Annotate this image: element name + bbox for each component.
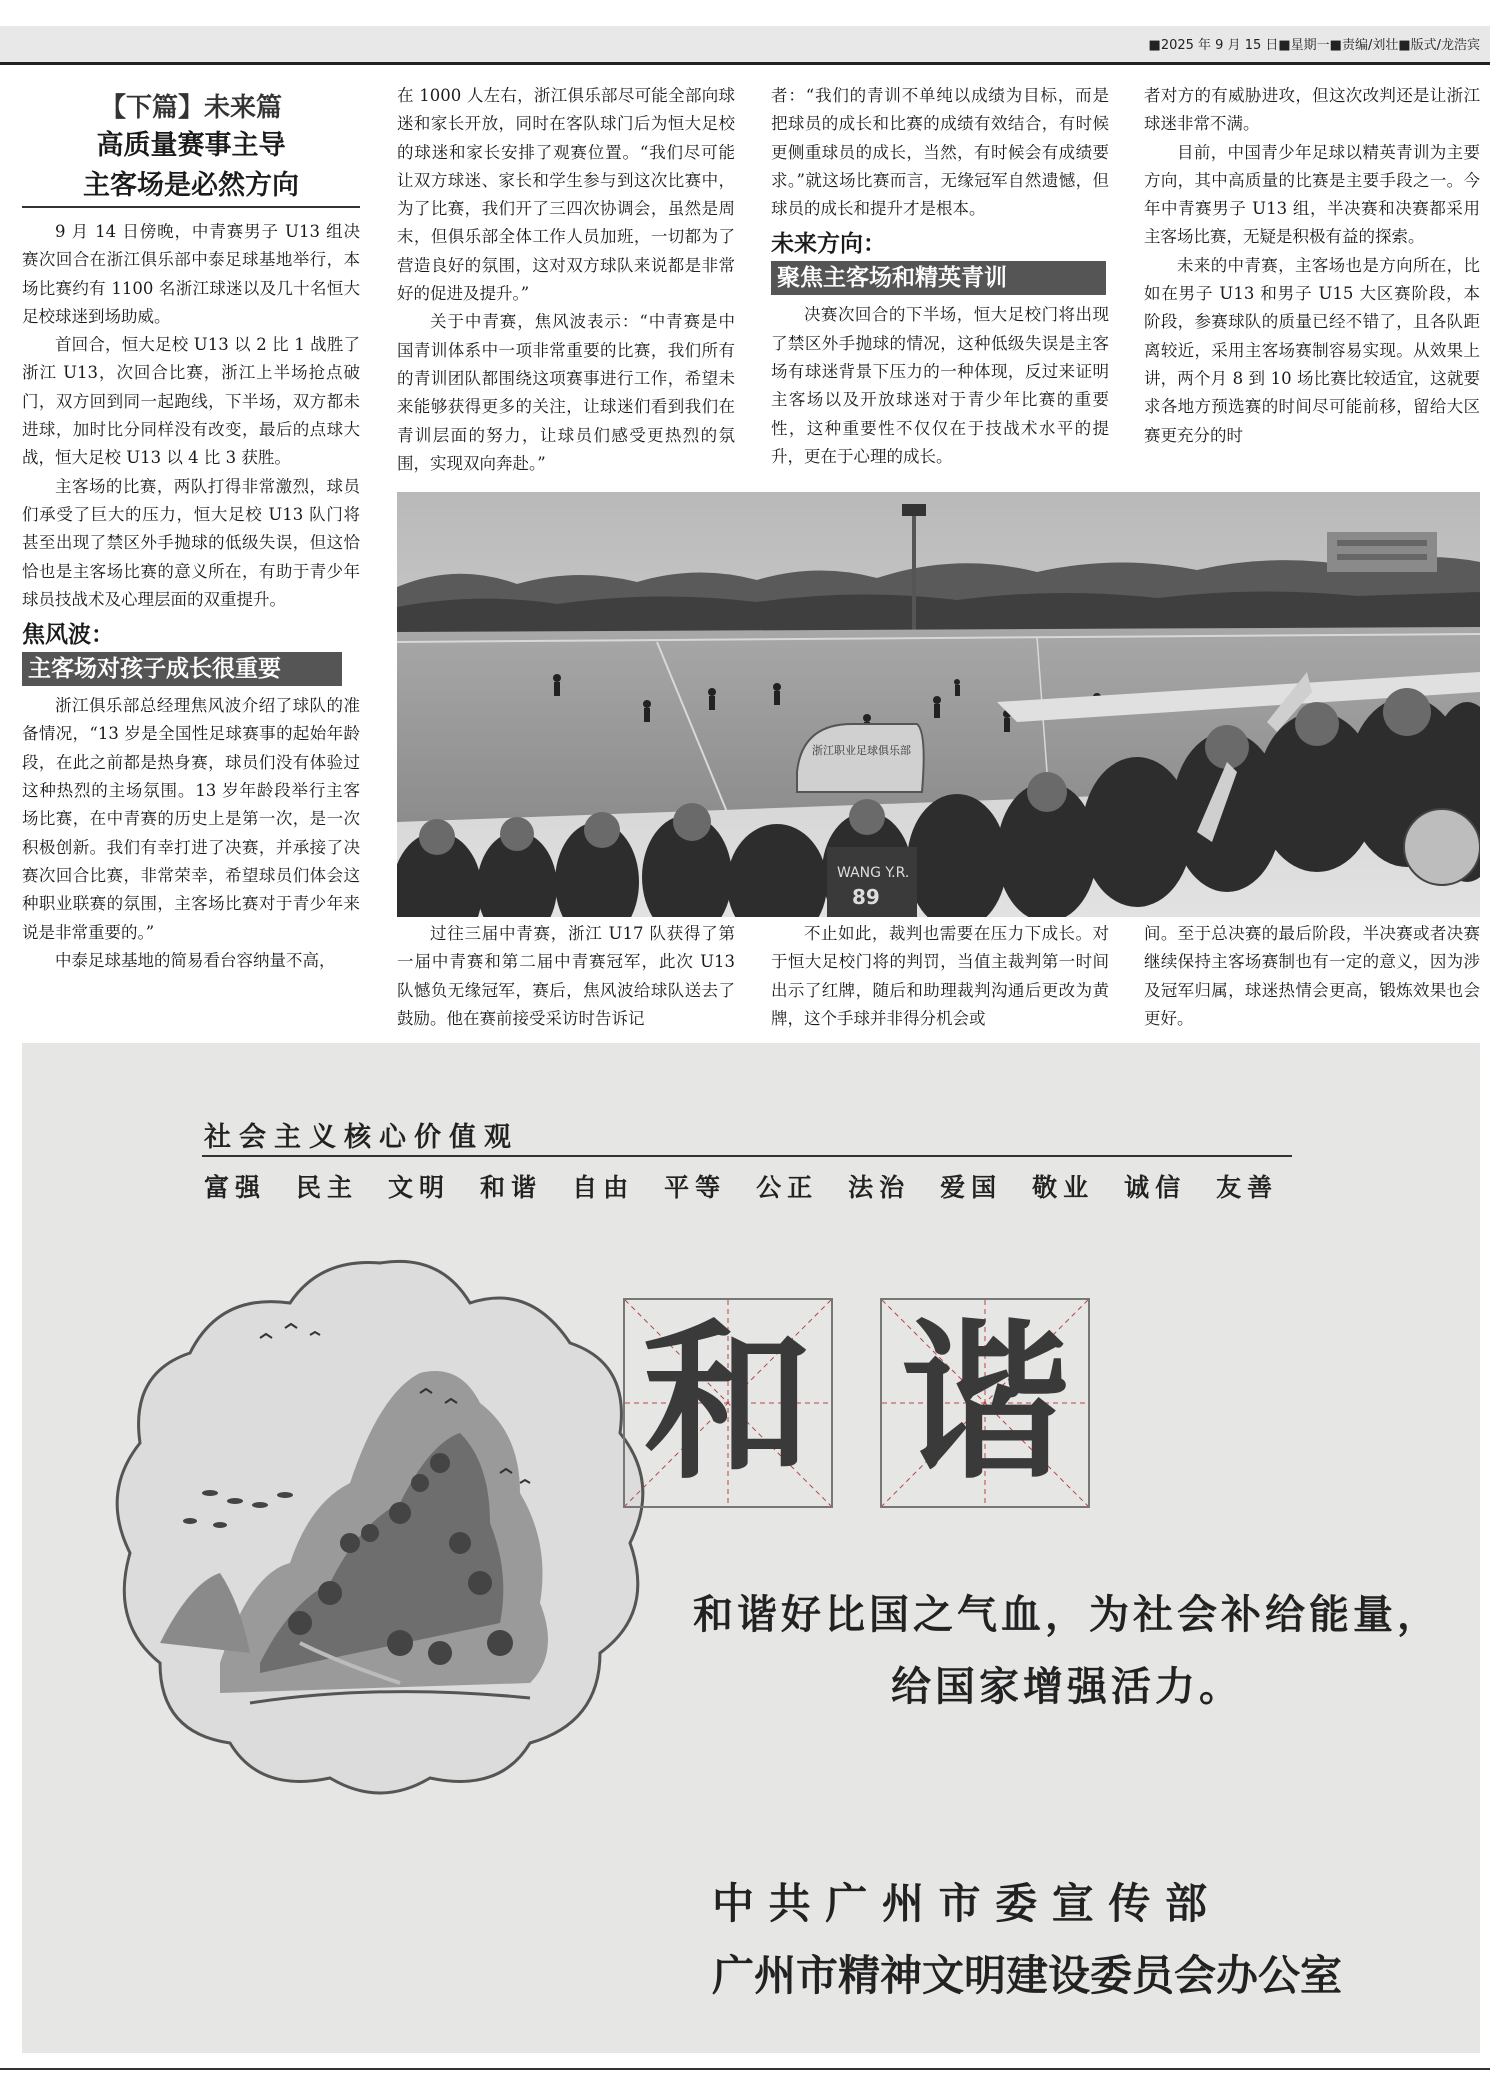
calligraphy-box-1 (623, 1298, 833, 1508)
paragraph: 过往三届中青赛，浙江 U17 队获得了第一届中青赛和第二届中青赛冠军，此次 U13 队憾负无缘冠军，赛后，焦风波给球队送去了鼓励。他在赛前接受采访时告诉记 (397, 924, 735, 1028)
value-item: 富强 (204, 1173, 267, 1202)
jersey-number-text: 89 (852, 885, 880, 909)
paragraph: 间。至于总决赛的最后阶段，半决赛或者决赛继续保持主客场赛制也有一定的意义，因为涉及冠军归属，球迷热情会更高，锻炼效果也会更好。 (1144, 924, 1480, 1028)
subheading-speaker: 焦风波： (22, 622, 114, 649)
match-photo (397, 492, 1480, 917)
article-column-1 (22, 90, 360, 975)
paragraph: 浙江俱乐部总经理焦风波介绍了球队的准备情况，“13 岁是全国性足球赛事的起始年龄段，在此之前都是热身赛，球员们没有体验过这种热烈的主场氛围。13 岁年龄段举行主客场比赛，在中青赛的历史上是第一次，是一次积极创新。我们有幸打进了决赛，并承接了决赛次回合比赛，非常荣幸，希望球员们体会这种职业联赛的氛围，主客场比赛对于青少年来说是非常重要的。” (22, 696, 360, 942)
sponsor-line-1: 中 共 广 州 市 委 宣 传 部 (712, 1879, 1207, 1928)
article-column-3-top (771, 82, 1109, 471)
paragraph: 目前，中国青少年足球以精英青训为主要方向，其中高质量的比赛是主要手段之一。今年中青赛男子 U13 组，半决赛和决赛都采用主客场比赛，无疑是积极有益的探索。 (1144, 142, 1480, 247)
value-item: 自由 (572, 1173, 635, 1202)
value-item: 民主 (296, 1173, 359, 1202)
paragraph: 未来的中青赛，主客场也是方向所在，比如在男子 U13 和男子 U15 大区赛阶段，本阶段，参赛球队的质量已经不错了，且各队距离较近，采用主客场赛制容易实现。从效果上讲，两个月 8 到 10 场比赛比较适宜，这就要求各地方预选赛的时间尽可能前移，留给大区赛更充分的时 (1144, 255, 1480, 445)
paragraph: 9 月 14 日傍晚，中青赛男子 U13 组决赛次回合在浙江俱乐部中泰足球基地举行，本场比赛约有 1100 名浙江球迷以及几十名恒大足校球迷到场助威。 (22, 222, 360, 326)
article-title-line-1: 高质量赛事主导 (96, 130, 286, 161)
slogan-line-1: 和谐好比国之气血，为社会补给能量， (693, 1592, 1441, 1638)
paragraph: 首回合，恒大足校 U13 以 2 比 1 战胜了浙江 U13，次回合比赛，浙江上半场抢点破门，双方回到同一起跑线，下半场，双方都未进球，加时比分同样没有改变，最后的点球大战，恒大足校 U13 以 4 比 3 获胜。 (22, 335, 360, 468)
calligraphy-char-2: 谐 (899, 1303, 1070, 1503)
value-item: 爱国 (940, 1173, 1003, 1202)
paragraph: 关于中青赛，焦风波表示：“中青赛是中国青训体系中一项非常重要的比赛，我们所有的青训团队都围绕这项赛事进行工作，希望未来能够获得更多的关注，让球迷们看到我们在青训层面的努力，让球员们感受更热烈的氛围，实现双向奔赴。” (397, 312, 735, 473)
page-bottom-rule (0, 2068, 1490, 2070)
article-column-2-top (397, 82, 735, 478)
value-item: 公正 (756, 1173, 819, 1202)
value-item: 文明 (388, 1173, 451, 1202)
article-title-line-2: 主客场是必然方向 (22, 166, 360, 208)
values-divider (202, 1155, 1292, 1157)
page-header-bar (0, 26, 1490, 65)
stadium-scene (397, 492, 1480, 917)
paragraph: 中泰足球基地的简易看台容纳量不高， (55, 950, 336, 970)
article-column-2-bottom (397, 920, 735, 1033)
paragraph: 者对方的有威胁进攻，但这次改判还是让浙江球迷非常不满。 (1144, 86, 1480, 134)
values-list (204, 1168, 1278, 1204)
article-column-4-top (1144, 82, 1480, 450)
values-title: 社会主义核心价值观 (204, 1122, 519, 1153)
value-item: 友善 (1216, 1173, 1279, 1202)
paragraph: 在 1000 人左右，浙江俱乐部尽可能全部向球迷和家长开放，同时在客队球门后为恒大足校的球迷和家长安排了观赛位置。“我们尽可能让双方球迷、家长和学生参与到这次比赛中，为了比赛，我们开了三四次协调会，虽然是周末，但俱乐部全体工作人员加班，一切都为了营造良好的氛围，这对双方球队来说都是非常好的促进及提升。” (397, 86, 735, 304)
subheading-direction: 未来方向： (771, 231, 886, 258)
value-item: 敬业 (1032, 1173, 1095, 1202)
value-item: 诚信 (1124, 1173, 1187, 1202)
paragraph: 主客场的比赛，两队打得非常激烈，球员们承受了巨大的压力，恒大足校 U13 队门将甚至出现了禁区外手抛球的低级失误，但这恰恰也是主客场比赛的意义所在，有助于青少年球员技战术及心理层面的双重提升。 (22, 476, 360, 609)
article-column-3-bottom (771, 920, 1109, 1033)
article-column-4-bottom (1144, 920, 1480, 1033)
subheading-bar: 主客场对孩子成长很重要 (22, 652, 342, 686)
subheading-bar: 聚焦主客场和精英青训 (771, 261, 1106, 295)
landscape-painting (100, 1243, 660, 1803)
calligraphy-char-1: 和 (642, 1303, 813, 1503)
value-item: 平等 (664, 1173, 727, 1202)
calligraphy-box-2 (880, 1298, 1090, 1508)
page-header-info: ■2025 年 9 月 15 日■星期一■责编/刘壮■版式/龙浩宾 (1148, 38, 1480, 53)
sponsor-line-2: 广州市精神文明建设委员会办公室 (712, 1951, 1343, 2000)
jersey-name-text: WANG Y.R. (837, 865, 910, 881)
paragraph: 不止如此，裁判也需要在压力下成长。对于恒大足校门将的判罚，当值主裁判第一时间出示了红牌，随后和助理裁判沟通后更改为黄牌，这个手球并非得分机会或 (771, 924, 1109, 1028)
article-kicker: 【下篇】未来篇 (99, 93, 282, 123)
value-item: 和谐 (480, 1173, 543, 1202)
dugout-banner-text: 浙江职业足球俱乐部 (812, 744, 911, 757)
paragraph: 者：“我们的青训不单纯以成绩为目标，而是把球员的成长和比赛的成绩有效结合，有时候更侧重球员的成长，当然，有时候会有成绩要求。”就这场比赛而言，无缘冠军自然遗憾，但球员的成长和提升才是根本。 (771, 86, 1109, 219)
paragraph: 决赛次回合的下半场，恒大足校门将出现了禁区外手抛球的情况，这种低级失误是主客场有球迷背景下压力的一种体现，反过来证明主客场以及开放球迷对于青少年比赛的重要性，这种重要性不仅仅在于技战术水平的提升，更在于心理的成长。 (771, 305, 1109, 466)
slogan-line-2: 给国家增强活力。 (891, 1664, 1243, 1710)
value-item: 法治 (848, 1173, 911, 1202)
public-service-poster (22, 1043, 1480, 2053)
